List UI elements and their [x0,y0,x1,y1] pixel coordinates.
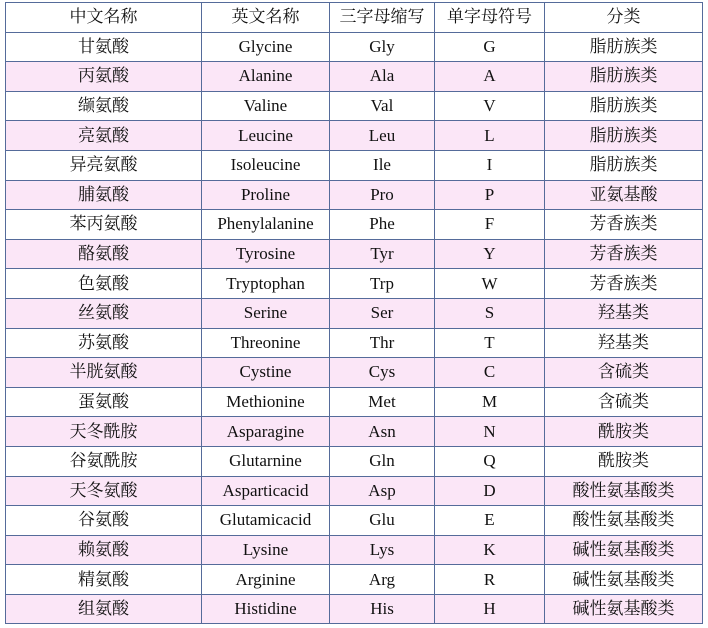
cell-chinese-name: 苯丙氨酸 [6,210,202,240]
cell-chinese-name: 天冬酰胺 [6,417,202,447]
cell-three-letter-abbr: Ala [330,62,435,92]
table-row [6,594,703,624]
cell-three-letter-abbr: Ile [330,150,435,180]
cell-one-letter-symbol: Q [435,446,545,476]
cell-english-name: Leucine [202,121,330,151]
table-row [6,476,703,506]
cell-three-letter-abbr: Met [330,387,435,417]
table-row [6,150,703,180]
cell-one-letter-symbol: N [435,417,545,447]
cell-category: 酸性氨基酸类 [545,506,703,536]
cell-english-name: Glycine [202,32,330,62]
table-row [6,417,703,447]
cell-three-letter-abbr: Trp [330,269,435,299]
cell-chinese-name: 缬氨酸 [6,91,202,121]
cell-category: 含硫类 [545,358,703,388]
cell-english-name: Arginine [202,565,330,595]
header-one-letter-symbol: 单字母符号 [435,3,545,33]
cell-english-name: Methionine [202,387,330,417]
cell-one-letter-symbol: T [435,328,545,358]
cell-one-letter-symbol: Y [435,239,545,269]
cell-chinese-name: 甘氨酸 [6,32,202,62]
header-category: 分类 [545,3,703,33]
cell-chinese-name: 亮氨酸 [6,121,202,151]
header-three-letter-abbr: 三字母缩写 [330,3,435,33]
cell-chinese-name: 天冬氨酸 [6,476,202,506]
cell-english-name: Histidine [202,594,330,624]
cell-category: 脂肪族类 [545,91,703,121]
cell-chinese-name: 丝氨酸 [6,298,202,328]
cell-three-letter-abbr: Phe [330,210,435,240]
table-row [6,387,703,417]
cell-english-name: Phenylalanine [202,210,330,240]
table-row [6,506,703,536]
cell-english-name: Tryptophan [202,269,330,299]
cell-category: 芳香族类 [545,269,703,299]
cell-one-letter-symbol: S [435,298,545,328]
cell-three-letter-abbr: Pro [330,180,435,210]
cell-one-letter-symbol: E [435,506,545,536]
cell-chinese-name: 色氨酸 [6,269,202,299]
table-row [6,358,703,388]
cell-chinese-name: 组氨酸 [6,594,202,624]
cell-three-letter-abbr: Thr [330,328,435,358]
table-row [6,328,703,358]
table-body [6,32,703,624]
table-row [6,446,703,476]
header-chinese-name: 中文名称 [6,3,202,33]
cell-category: 含硫类 [545,387,703,417]
table-row [6,269,703,299]
table-header-row [6,3,703,33]
cell-category: 芳香族类 [545,239,703,269]
table-row [6,565,703,595]
cell-english-name: Glutamicacid [202,506,330,536]
cell-category: 碱性氨基酸类 [545,565,703,595]
cell-english-name: Valine [202,91,330,121]
cell-english-name: Tyrosine [202,239,330,269]
cell-one-letter-symbol: H [435,594,545,624]
cell-one-letter-symbol: R [435,565,545,595]
cell-category: 脂肪族类 [545,32,703,62]
cell-three-letter-abbr: Ser [330,298,435,328]
amino-acid-table [5,2,703,624]
cell-three-letter-abbr: Lys [330,535,435,565]
cell-category: 碱性氨基酸类 [545,594,703,624]
table-row [6,121,703,151]
cell-one-letter-symbol: F [435,210,545,240]
cell-english-name: Serine [202,298,330,328]
cell-chinese-name: 异亮氨酸 [6,150,202,180]
cell-one-letter-symbol: K [435,535,545,565]
cell-english-name: Alanine [202,62,330,92]
cell-three-letter-abbr: Leu [330,121,435,151]
cell-chinese-name: 脯氨酸 [6,180,202,210]
cell-three-letter-abbr: Cys [330,358,435,388]
cell-category: 脂肪族类 [545,62,703,92]
cell-chinese-name: 蛋氨酸 [6,387,202,417]
cell-three-letter-abbr: Asn [330,417,435,447]
cell-english-name: Glutarnine [202,446,330,476]
cell-three-letter-abbr: Tyr [330,239,435,269]
cell-one-letter-symbol: V [435,91,545,121]
cell-english-name: Asparticacid [202,476,330,506]
table-row [6,62,703,92]
cell-one-letter-symbol: D [435,476,545,506]
cell-three-letter-abbr: Glu [330,506,435,536]
cell-one-letter-symbol: P [435,180,545,210]
table-row [6,239,703,269]
cell-english-name: Isoleucine [202,150,330,180]
cell-category: 芳香族类 [545,210,703,240]
header-english-name: 英文名称 [202,3,330,33]
cell-one-letter-symbol: A [435,62,545,92]
cell-one-letter-symbol: L [435,121,545,151]
cell-category: 羟基类 [545,328,703,358]
cell-chinese-name: 谷氨酰胺 [6,446,202,476]
cell-one-letter-symbol: C [435,358,545,388]
table-row [6,535,703,565]
cell-three-letter-abbr: Arg [330,565,435,595]
cell-three-letter-abbr: Asp [330,476,435,506]
cell-category: 酰胺类 [545,417,703,447]
cell-category: 羟基类 [545,298,703,328]
table-row [6,32,703,62]
cell-chinese-name: 精氨酸 [6,565,202,595]
cell-one-letter-symbol: G [435,32,545,62]
cell-chinese-name: 谷氨酸 [6,506,202,536]
table-row [6,91,703,121]
cell-chinese-name: 半胱氨酸 [6,358,202,388]
cell-chinese-name: 酪氨酸 [6,239,202,269]
cell-category: 脂肪族类 [545,150,703,180]
cell-category: 酰胺类 [545,446,703,476]
cell-three-letter-abbr: Val [330,91,435,121]
cell-category: 酸性氨基酸类 [545,476,703,506]
cell-category: 碱性氨基酸类 [545,535,703,565]
cell-category: 脂肪族类 [545,121,703,151]
cell-chinese-name: 丙氨酸 [6,62,202,92]
table-row [6,210,703,240]
cell-chinese-name: 苏氨酸 [6,328,202,358]
table-row [6,298,703,328]
cell-three-letter-abbr: Gln [330,446,435,476]
cell-one-letter-symbol: M [435,387,545,417]
cell-one-letter-symbol: W [435,269,545,299]
cell-chinese-name: 赖氨酸 [6,535,202,565]
cell-english-name: Lysine [202,535,330,565]
cell-english-name: Cystine [202,358,330,388]
cell-one-letter-symbol: I [435,150,545,180]
cell-category: 亚氨基酸 [545,180,703,210]
cell-english-name: Threonine [202,328,330,358]
table-row [6,180,703,210]
cell-three-letter-abbr: His [330,594,435,624]
cell-three-letter-abbr: Gly [330,32,435,62]
cell-english-name: Proline [202,180,330,210]
cell-english-name: Asparagine [202,417,330,447]
